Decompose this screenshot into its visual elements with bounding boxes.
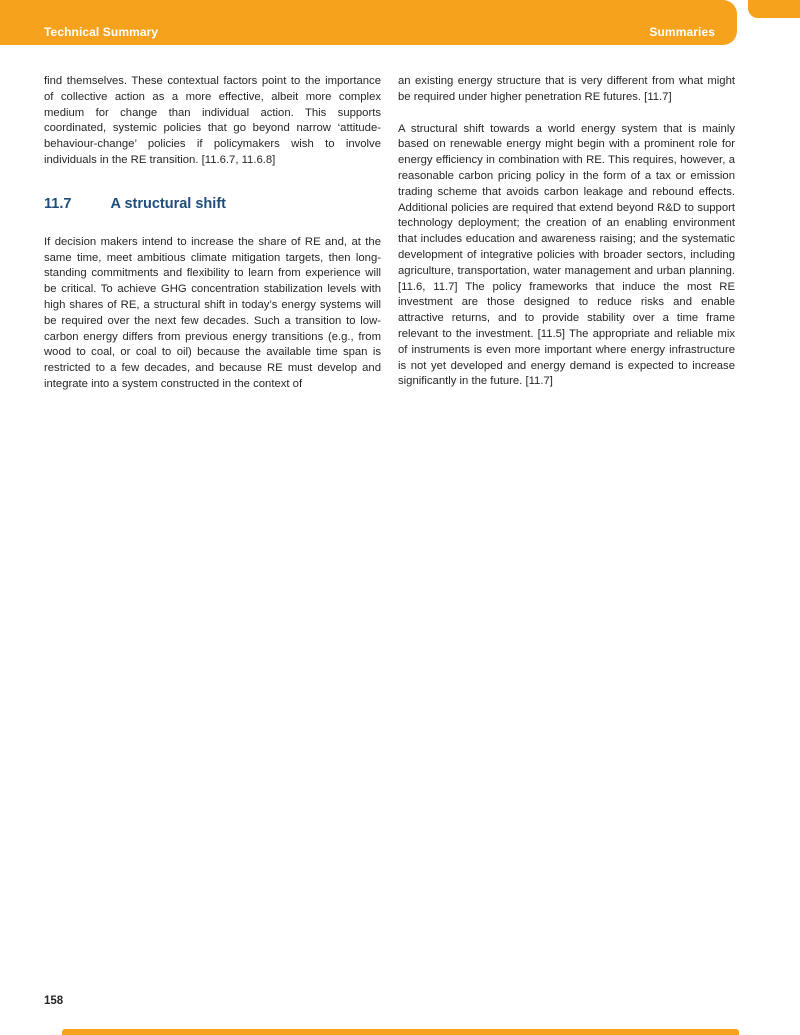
right-column [398, 74, 735, 409]
page-content [0, 45, 800, 409]
header-right-label: Summaries [649, 25, 715, 39]
next-page-edge [62, 1029, 739, 1035]
header-corner-tab [748, 0, 800, 18]
paragraph: A structural shift towards a world energy system that is mainly based on renewable energy might begin with a prominent role for energy efficiency in combination with RE. This requires, however, a reasonable carbon pricing policy in the form of a tax or emission trading scheme that avoids carbon leakage and rebound effects. Additional policies are required that extend beyond R&D to support technology deployment; the creation of an enabling environment that includes education and awareness raising; and the systematic development of integrative policies with broader sectors, including agriculture, transportation, water management and urban planning. [11.6, 11.7] The policy frameworks that induce the most RE investment are those designed to reduce risks and enable attractive returns, and to provide stability over a time frame relevant to the investment. [11.5] The appropriate and reliable mix of instruments is even more important where energy infrastructure is not yet developed and energy demand is expected to increase significantly in the future. [11.7] [398, 122, 735, 388]
paragraph: an existing energy structure that is very different from what might be required under higher penetration RE futures. [11.7] [398, 75, 735, 103]
header-left-label: Technical Summary [44, 25, 159, 39]
paragraph: If decision makers intend to increase the share of RE and, at the same time, meet ambitious climate mitigation targets, then long-standing commitments and flexibility to learn from experience will be critical. To achieve GHG concentration stabilization levels with high shares of RE, a structural shift in today’s energy systems will be required over the next few decades. Such a transition to low-carbon energy differs from previous energy transitions (e.g., from wood to coal, or coal to oil) because the available time span is restricted to a few decades, and because RE must develop and integrate into a system constructed in the context of [44, 235, 381, 390]
section-heading [44, 197, 381, 213]
section-title: A structural shift [110, 195, 226, 212]
paragraph: find themselves. These contextual factors point to the importance of collective action as a more effective, albeit more complex medium for change than individual action. This supports coordinated, systemic policies that go beyond narrow ‘attitude-behaviour-change’ policies if policymakers wish to involve individuals in the RE transition. [11.6.7, 11.6.8] [44, 75, 381, 166]
left-column [44, 74, 381, 409]
page-number: 158 [44, 995, 64, 1007]
header-bar [0, 0, 737, 45]
section-number: 11.7 [44, 195, 72, 212]
